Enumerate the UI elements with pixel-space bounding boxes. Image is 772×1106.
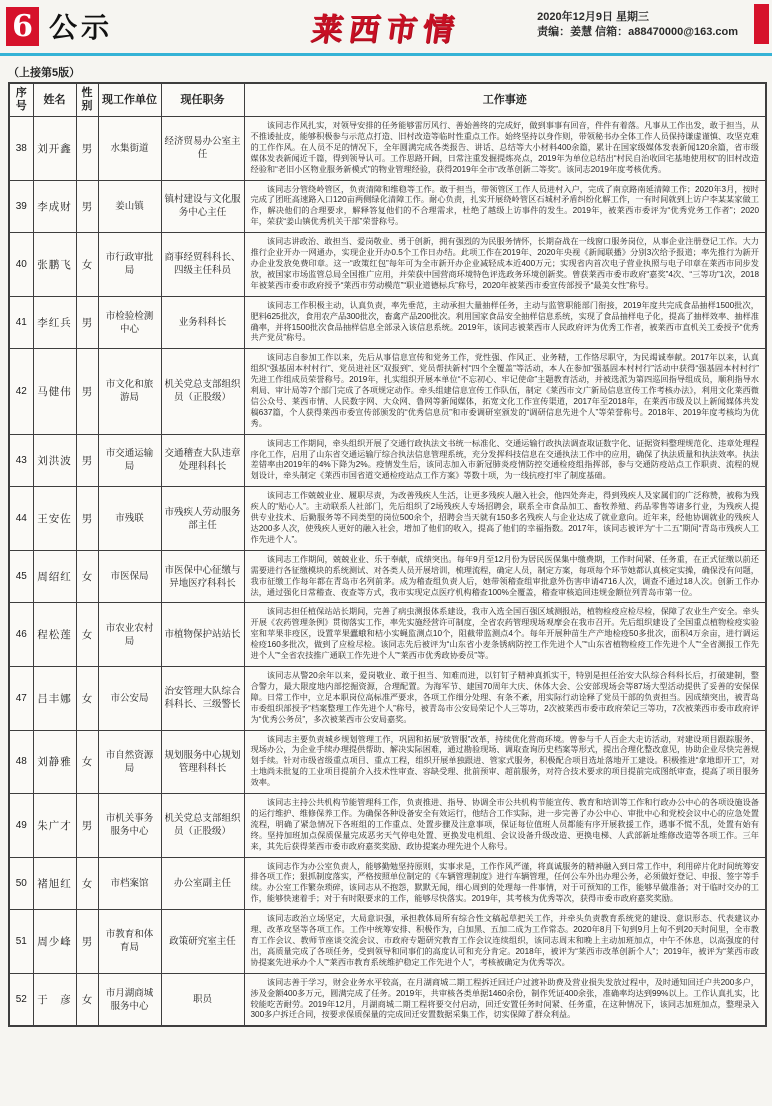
cell-position: 市植物保护站站长	[161, 603, 244, 667]
cell-position: 职员	[161, 973, 244, 1026]
cell-name: 王安佐	[33, 487, 76, 551]
table-row	[9, 973, 766, 1026]
cell-name: 周少峰	[33, 910, 76, 974]
cell-unit: 姜山镇	[98, 180, 161, 233]
cell-deeds: 该同志作风扎实，对领导安排的任务能够雷厉风行、善始善终的完成好，做到事事有回音，件件有着落。凡事从工作出发，敢于担当，从不推诿扯皮，能够积极参与示范点打造、旧村改造等临时性重点工作。始终坚持以身作则，带领秘书办全体工作人员保持谦虚谨慎、攻坚克难的工作作风。在人员不足的情况下，全年圆满完成各类报告、讲话、总结等大小材料400余篇，累计在国家级媒体发表新闻120余篇，省市级媒体发表新闻近千篇，得到领导认可。工作思路开阔，日常注重发掘提炼亮点，2019年为单位总结出“村民自治收回宅基地使用权”的旧村改造经验和“老旧小区物业服务新模式”的物业管理经验，获得2019年全市“改革创新二等奖”。该同志2019年度考核优秀。	[244, 117, 766, 181]
cell-serial: 45	[9, 550, 33, 603]
table-row	[9, 857, 766, 910]
cell-gender: 女	[76, 857, 98, 910]
cell-deeds: 该同志分管绕岭管区，负责清障和维稳等工作。敢于担当，带领管区工作人员进村入户，完成了南京路南延清障工作；2020年3月，按时完成了团旺高速路入口120亩两侧绿化清障工作。耐心负责，扎实开展绕岭管区石城村矛盾纠纷化解工作，一有时间就到上访户李某某家做工作，解决他们的合理要求，解释答复他们的不合理需求，杜绝了越级上访事件的发生。2019年，被莱西市委评为“优秀党务工作者”；2020年，荣获“姜山镇优秀机关干部”荣誉称号。	[244, 180, 766, 233]
header-name: 姓名	[33, 83, 76, 117]
table-row	[9, 910, 766, 974]
header-position: 现任职务	[161, 83, 244, 117]
cell-gender: 男	[76, 117, 98, 181]
table-header-row	[9, 83, 766, 117]
cell-serial: 49	[9, 794, 33, 858]
cell-position: 市医保中心征缴与异地医疗科科长	[161, 550, 244, 603]
cell-gender: 女	[76, 550, 98, 603]
header-serial: 序号	[9, 83, 33, 117]
cell-name: 李红兵	[33, 296, 76, 349]
cell-gender: 男	[76, 349, 98, 434]
cell-unit: 市教育和体育局	[98, 910, 161, 974]
cell-unit: 市行政审批局	[98, 233, 161, 297]
corner-red-block	[754, 4, 769, 44]
cell-name: 于 彦	[33, 973, 76, 1026]
cell-deeds: 该同志工作期间，兢兢业业、乐于奉献，成绩突出。每年9月至12月份为居民医保集中缴费期，工作时间紧、任务重，在正式征缴以前还需要进行各征缴模块的系统测试、对各类人员开展培训，梳理流程，确定人员，制定方案，每项每个环节她都认真核定实操，确保没有问题，我市征缴工作每年都在青岛市名列前茅。成为稽查组负责人后，她带领稽查组审批意外伤害申请4716人次，调查不通过18人次。创新工作办法，通过强化日常稽查、夜查等方式，我市实现定点医疗机构稽查100%全覆盖，稽查审核追回违规金额位列青岛市第一位。	[244, 550, 766, 603]
cell-gender: 男	[76, 487, 98, 551]
cell-position: 镇村建设与文化服务中心主任	[161, 180, 244, 233]
cell-deeds: 该同志工作期间，牵头组织开展了交通行政执法文书统一标准化、交通运输行政执法调查取证数字化、证据资料整理规范化、违章处理程序化工作，启用了山东省交通运输厅综合执法信息管理系统，充分发挥科技信息在交通执法工作中的应用，确保了执法质量和执法效率。执法差错率由2019年的4%下降为2%。疫情发生后，该同志加入市新冠肺炎疫情防控交通检疫组指挥部，参与交通防疫站点工作职责、流程的规划设计，牵头制定《莱西市国省道交通检疫站点工作方案》等数十项，为一线抗疫打牢了制度基础。	[244, 434, 766, 487]
cell-serial: 43	[9, 434, 33, 487]
cell-deeds: 该同志主持公共机构节能管理科工作，负责推进、指导、协调全市公共机构节能宣传、教育和培训等工作和行政办公中心的各项设施设备的运行维护、维修保养工作。为确保各种设备安全有效运行，他结合工作实际，进一步完善了办公中心、审批中心和党校会议中心的应急处置流程，明确了紧急情况下各班组的工作重点、处置步骤及注意事项，保证每位值班人员都能有序开展救援工作，遇事不慌不乱，处置有始有终。坚持加班加点保质保量完成恶劣天气停电处置、更换发电机组、会议设备升级改造、更换电梯、人武部新址维修改造等各项工作。三年来，其先后获得莱西市委市政府嘉奖奖励、政协提案办理先进个人称号。	[244, 794, 766, 858]
cell-gender: 男	[76, 794, 98, 858]
cell-serial: 52	[9, 973, 33, 1026]
cell-name: 程松莲	[33, 603, 76, 667]
cell-unit: 市文化和旅游局	[98, 349, 161, 434]
table-row	[9, 550, 766, 603]
section-title: 公示	[49, 11, 114, 44]
cell-name: 张鹏飞	[33, 233, 76, 297]
header-unit: 现工作单位	[98, 83, 161, 117]
cell-deeds: 该同志善于学习，财会业务水平较高，在月湖商城二期工程拆迁回迁户过渡补助费及营业损失发放过程中，及时通知回迁户共200多户，涉及金额400多万元，圆满完成了任务。2019年，共审核各类单据1460余份，制作凭证400余张，准确率均达到99%以上。工作认真扎实，比较能吃苦耐劳。2019年12月，月湖商城二期工程将要交付启动，回迁安置任务时间紧、任务重，在这种情况下，该同志加班加点，整理录入300多户拆迁合同，按要求保质保量的完成回迁安置数据采集工作，切实保障了群众利益。	[244, 973, 766, 1026]
cell-name: 刘静雅	[33, 730, 76, 794]
cell-name: 刘洪波	[33, 434, 76, 487]
cell-position: 规划服务中心规划管理科科长	[161, 730, 244, 794]
cell-gender: 女	[76, 666, 98, 730]
cell-gender: 女	[76, 973, 98, 1026]
cell-name: 李成财	[33, 180, 76, 233]
header-rule	[0, 53, 772, 56]
cell-name: 刘开鑫	[33, 117, 76, 181]
cell-deeds: 该同志担任植保站站长期间，完善了病虫测报体系建设，我市入选全国百强区域测报站，植物检疫应检尽检，保障了农业生产安全。牵头开展《农药管理条例》贯彻落实工作，率先实施经营许可制度，全省农药管理现场观摩会在我市召开。先后组织建设了全国重点植物检疫实验室和苹果非疫区，设置苹果蠹蛾和桔小实蝇监测点10个，阻截带监测点4个。每年开展种苗生产产地检疫50多批次，面积4万余亩，进行调运检疫160多批次，做到了应检尽检。该同志先后被评为“山东省小麦条锈病防控工作先进个人”“山东省植物检疫工作先进个人”“全省测报工作先进个人”“全省农技推广通联工作先进个人”“莱西市优秀政协委员”等。	[244, 603, 766, 667]
cell-position: 机关党总支部组织员（正股级）	[161, 349, 244, 434]
cell-gender: 男	[76, 434, 98, 487]
announcement-table	[8, 82, 767, 1027]
table-row	[9, 730, 766, 794]
cell-deeds: 该同志从警20余年以来，爱岗敬业、敢于担当、知难而进，以钉钉子精神真抓实干，特别是担任治安大队综合科科长后，打破建制，整合警力，最大限度地内部挖掘资源，合理配置。为海军节、建国70周年大庆、休体大会、公安部现场会等87场大型活动提供了妥善的安保保障。日常工作中，立足本职岗位高标准严要求，各项工作细分处理、有条不紊，用实际行动诠释了党员干部的负责担当。因成绩突出，被青岛市委组织部授予“档案整理工作先进个人”称号，被青岛市公安局荣记个人三等功，2次被莱西市委市政府荣记三等功，7次被莱西市委市政府评为“优秀公务员”，多次被莱西市公安局嘉奖。	[244, 666, 766, 730]
header-deeds: 工作事迹	[244, 83, 766, 117]
cell-gender: 男	[76, 180, 98, 233]
cell-position: 治安管理大队综合科科长、三级警长	[161, 666, 244, 730]
cell-name: 马健伟	[33, 349, 76, 434]
cell-unit: 市检验检测中心	[98, 296, 161, 349]
cell-position: 经济贸易办公室主任	[161, 117, 244, 181]
header-gender: 性别	[76, 83, 98, 117]
cell-serial: 47	[9, 666, 33, 730]
cell-position: 业务科科长	[161, 296, 244, 349]
cell-unit: 市交通运输局	[98, 434, 161, 487]
cell-serial: 38	[9, 117, 33, 181]
cell-position: 交通稽查大队违章处理科科长	[161, 434, 244, 487]
cell-position: 商事经贸科科长、四级主任科员	[161, 233, 244, 297]
table-row	[9, 487, 766, 551]
cell-deeds: 该同志政治立场坚定，大局意识强，承担教体局所有综合性文稿起草把关工作，并牵头负责教育系统党的建设、意识形态、代表建议办理、改革攻坚等各项工作。工作中统筹安排、积极作为，白加黑、五加二成为工作常态。2020年8月下旬到9月上旬不到20天时间里，全市教育工作会议、教师节座谈交流会议、市政府专题研究教育工作会议连续组织，该同志周末和晚上主动加班加点，中午不休息，以高强度的付出，高质量完成了各项任务，受到领导和同事们的高度认可和充分肯定。2018年，被评为“莱西市改革创新个人”；2019年，被评为“莱西市政协提案先进承办个人”“莱西市教育系统维护稳定工作先进个人”，考核被确定为优秀等次。	[244, 910, 766, 974]
cell-serial: 39	[9, 180, 33, 233]
cell-unit: 市公安局	[98, 666, 161, 730]
table-row	[9, 794, 766, 858]
table-row	[9, 603, 766, 667]
issue-info	[537, 10, 738, 40]
table-row	[9, 666, 766, 730]
cell-unit: 市月湖商城服务中心	[98, 973, 161, 1026]
cell-gender: 男	[76, 910, 98, 974]
table-row	[9, 349, 766, 434]
cell-serial: 46	[9, 603, 33, 667]
cell-name: 周绍红	[33, 550, 76, 603]
cell-unit: 市档案馆	[98, 857, 161, 910]
cell-deeds: 该同志讲政治、敢担当、爱岗敬业、勇于创新，拥有强烈的为民服务情怀，长期奋战在一线窗口服务岗位，从事企业注册登记工作。大力推行企业开办一网通办，实现企业开办0.5个工作日办结。此项工作在2019年、2020年央视《新闻联播》分别3次给予报道；率先推行为新开办企业发放免费印章。这一“政策红包”每年可为全市新开办企业减轻成本近400万元；实现省内首次电子营业执照与电子印章在莱西市同步发放，被国家市场监管总局全国推广应用，并荣获中国营商环境特色评选政务环境创新奖。曾获莱西市委市政府“嘉奖”4次、“三等功”1次，2018年被莱西市委市政府授予“莱西市劳动模范”“职业道德标兵”称号，2020年被莱西市委宣传部授予“最美女性”称号。	[244, 233, 766, 297]
page-number-badge: 6	[6, 7, 39, 46]
cell-deeds: 该同志作为办公室负责人，能够勤勉坚持原则，实事求是，工作作风严谨，将真诚服务的精神融入到日常工作中，利用碎片化时间统筹安排各项工作；狠抓制度落实，严格按照单位制定的《车辆管理制度》进行车辆管理，任何公车外出办理公务，必须做好登记、申报、签字等手续。办公室工作繁杂琐碎，该同志从不抱怨，默默无闻，细心周到的处理每一件事情，对于可预知的工作，能够早做准备；对于临时交办的工作，能够快速着手；对于有时限要求的工作，能够尽快落实。2019年，其考核为优秀等次，获得市委市政府嘉奖奖励。	[244, 857, 766, 910]
cell-unit: 市残联	[98, 487, 161, 551]
cell-serial: 40	[9, 233, 33, 297]
date-line: 2020年12月9日 星期三	[537, 11, 650, 23]
cell-serial: 51	[9, 910, 33, 974]
cell-serial: 42	[9, 349, 33, 434]
cell-name: 朱广才	[33, 794, 76, 858]
cell-unit: 市医保局	[98, 550, 161, 603]
page-header	[0, 0, 772, 51]
cell-position: 市残疾人劳动服务部主任	[161, 487, 244, 551]
table-row	[9, 117, 766, 181]
cell-name: 褚旭红	[33, 857, 76, 910]
cell-position: 政策研究室主任	[161, 910, 244, 974]
continued-note: （上接第5版）	[8, 67, 81, 79]
table-row	[9, 296, 766, 349]
cell-deeds: 该同志工作积极主动，认真负责，率先垂范，主动承担大量抽样任务，主动与监管职能部门衔接，2019年度共完成食品抽样1500批次，肥料625批次，食用农产品300批次，畜禽产品200批次。利用国家食品安全抽样信息系统，实现了食品抽样电子化，提高了抽样效率、抽样准确率，并将1500批次食品抽样信息全部录入该信息系统。2019年，该同志被莱西市人民政府评为优秀工作者，被莱西市直机关工委授予“优秀共产党员”称号。	[244, 296, 766, 349]
editor-line: 责编：姜慧 信箱：a88470000@163.com	[537, 26, 738, 38]
cell-position: 机关党总支部组织员（正股级）	[161, 794, 244, 858]
table-row	[9, 434, 766, 487]
table-row	[9, 233, 766, 297]
cell-gender: 女	[76, 730, 98, 794]
cell-deeds: 该同志工作兢兢业业、履职尽责，为改善残疾人生活，让更多残疾人融入社会，他四处奔走，得到残疾人及家属们的广泛称赞，被称为残疾人的“贴心人”。主动联系人社部门，先后组织了2场残疾人专场招聘会，联系全市食品加工、畜牧养殖、药品零售等诸多行业，为残疾人提供专业技术、后勤服务等不同类型的岗位500余个，招聘会当天就有150多名残疾人与企业达成了就业意向。近年来，经他协调就业的残疾人达200多人次，使残疾人更好的融入社会，增加了他们的收入，提高了他们的幸福指数。2017年，该同志被评为“十二五”期间“青岛市残疾人工作先进个人”。	[244, 487, 766, 551]
cell-gender: 男	[76, 296, 98, 349]
cell-serial: 50	[9, 857, 33, 910]
cell-unit: 市农业农村局	[98, 603, 161, 667]
cell-name: 吕丰娜	[33, 666, 76, 730]
cell-unit: 市机关事务服务中心	[98, 794, 161, 858]
cell-deeds: 该同志主要负责城乡规划管理工作，巩固和拓展“放管服”改革，持续优化营商环境。曾参与千人百企大走访活动，对建设项目跟踪服务、现场办公，为企业手续办理提供帮助、解决实际困难，通过勘验现场、调取查询历史档案等形式，提出合理化整改意见，协助企业尽快完善规划手续。针对市级省级重点项目、重点工程，组织开展单独跟进、管家式服务，积极配合项目选址落地开工建设。积极推进“拿地即开工”，对土地尚未批复的工业项目提前介入技术性审查、容缺受理、批前预审、超前服务，对符合技术要求的项目提前完成图纸审查，提高了项目服务效率。	[244, 730, 766, 794]
cell-deeds: 该同志自参加工作以来，先后从事信息宣传和党务工作，党性强、作风正、业务精，工作恪尽职守，为民竭诚奉献。2017年以来，认真组织“强基固本村村行”、党员进社区“双报到”、党员帮扶新村“四个全覆盖”等活动，本人在参加“强基固本村村行”活动中获得“强基固本村村行”先进工作组成员荣誉称号。2019年，扎实组织开展本单位“不忘初心、牢记使命”主题教育活动，并被选派为第四巡回指导组成员，顺利指导水利局、审计局等7个部门完成了各项规定动作。牵头组建信息宣传工作队伍，制定《莱西市文广新局信息宣传工作考核办法》，利用文化莱西微信公众号、莱西市情、人民数字网、大众网、鲁网等新闻媒体，拓宽文化工作宣传渠道，2017年至2018年，在莱西市级及以上新闻媒体共发稿637篇，个人获得莱西市委宣传部颁发的“优秀信息员”和市委调研室颁发的“调研信息先进个人”等荣誉称号。2018年、2019年度考核均为优秀。	[244, 349, 766, 434]
cell-gender: 女	[76, 603, 98, 667]
cell-serial: 44	[9, 487, 33, 551]
cell-unit: 市自然资源局	[98, 730, 161, 794]
cell-serial: 48	[9, 730, 33, 794]
newspaper-masthead: 莱西市情	[308, 12, 463, 48]
cell-unit: 水集街道	[98, 117, 161, 181]
cell-gender: 女	[76, 233, 98, 297]
cell-position: 办公室副主任	[161, 857, 244, 910]
cell-serial: 41	[9, 296, 33, 349]
table-row	[9, 180, 766, 233]
